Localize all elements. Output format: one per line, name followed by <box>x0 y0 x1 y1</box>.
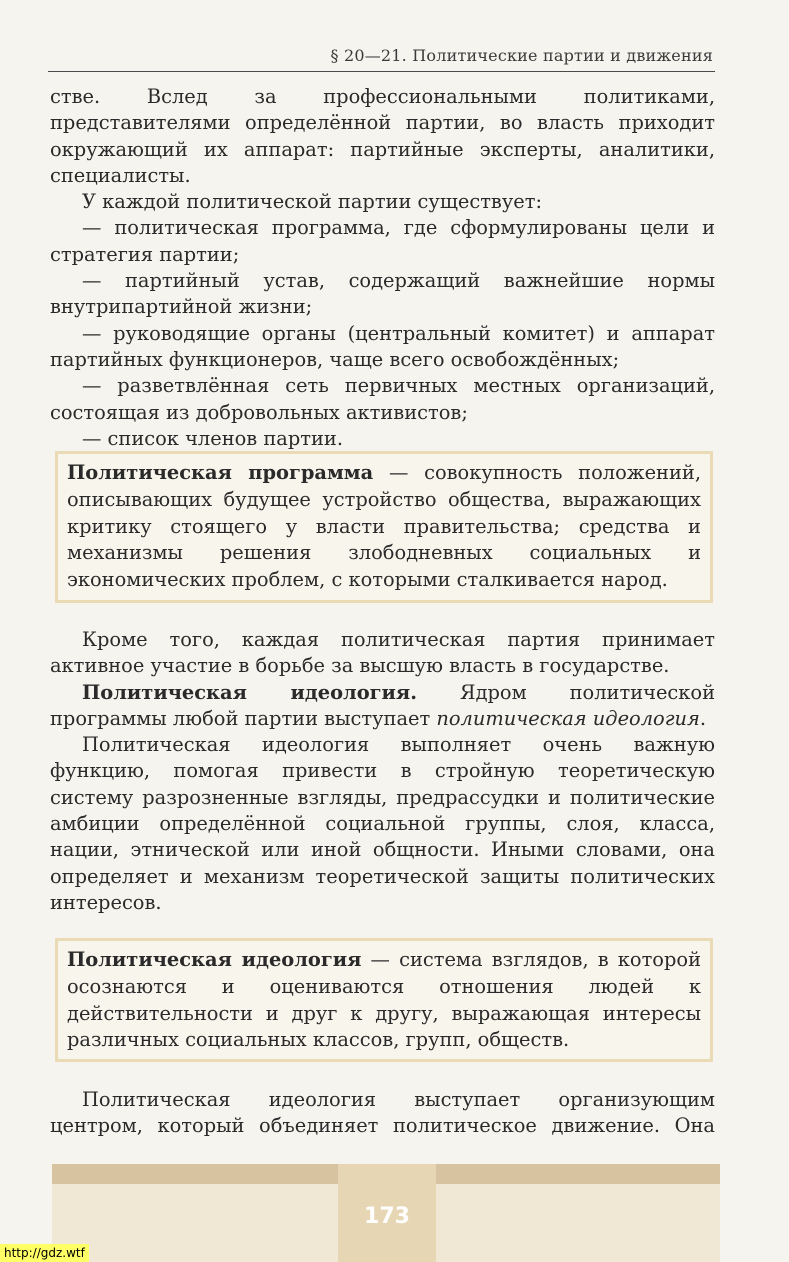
definition-text: — система взглядов, в которой осознаются и оцениваются отношения людей к действительности и друг к другу, выражающая интересы различных социальных классов, групп, обществ. <box>67 948 701 1052</box>
running-header: § 20—21. Политические партии и движения <box>330 46 713 65</box>
paragraph: Политическая идеология выполняет очень важную функцию, помогая привести в стройную теоретическую систему разрозненные взгляды, предрассудки и политические амбиции определённой социальной группы, слоя, класса, нации, этнической или иной общности. Иными словами, она определяет и механизм теоретической защиты политических интересов. <box>50 733 715 914</box>
page-number: 173 <box>364 1204 410 1229</box>
paragraph-ideology: Политическая идеология. Ядром политической программы любой партии выступает политическая идеология. <box>50 680 715 730</box>
text-block-3 <box>50 1087 715 1140</box>
definition-text: — совокупность положений, описывающих будущее устройство общества, выражающих критику стоящего у власти правительства; средства и механизмы решения злободневных социальных и экономических проблем, с которыми сталкивается народ. <box>67 461 701 592</box>
definition-box-program <box>55 451 713 603</box>
text-block-1 <box>50 84 715 452</box>
paragraph: У каждой политической партии существует: <box>82 190 542 214</box>
paragraph: стве. Вслед за профессиональными политиками, представителями определённой партии, во власть приходит окружающий их аппарат: партийные эксперты, аналитики, специалисты. <box>50 85 715 187</box>
paragraph: Кроме того, каждая политическая партия принимает активное участие в борьбе за высшую власть в государстве. <box>50 628 715 678</box>
list-item: — политическая программа, где сформулированы цели и стратегия партии; <box>50 216 715 266</box>
definition-term: Политическая идеология <box>67 948 362 971</box>
definition-term: Политическая программа <box>67 461 374 484</box>
text-block-2 <box>50 627 715 916</box>
list-item: — список членов партии. <box>82 426 344 450</box>
emphasis: политическая идеология <box>436 706 700 730</box>
definition-box-ideology <box>55 938 713 1062</box>
list-item: — руководящие органы (центральный комитет) и аппарат партийных функционеров, чаще всего освобождённых; <box>50 321 715 371</box>
subheading: Политическая идеология. <box>82 680 417 704</box>
paragraph: Политическая идеология выступает организующим центром, который объединяет политическое движение. Она <box>50 1088 715 1138</box>
watermark-link[interactable]: http://gdz.wtf <box>0 1244 89 1262</box>
list-item: — разветвлённая сеть первичных местных организаций, состоящая из добровольных активистов; <box>50 374 715 424</box>
list-item: — партийный устав, содержащий важнейшие нормы внутрипартийной жизни; <box>50 269 715 319</box>
header-rule <box>48 71 715 72</box>
